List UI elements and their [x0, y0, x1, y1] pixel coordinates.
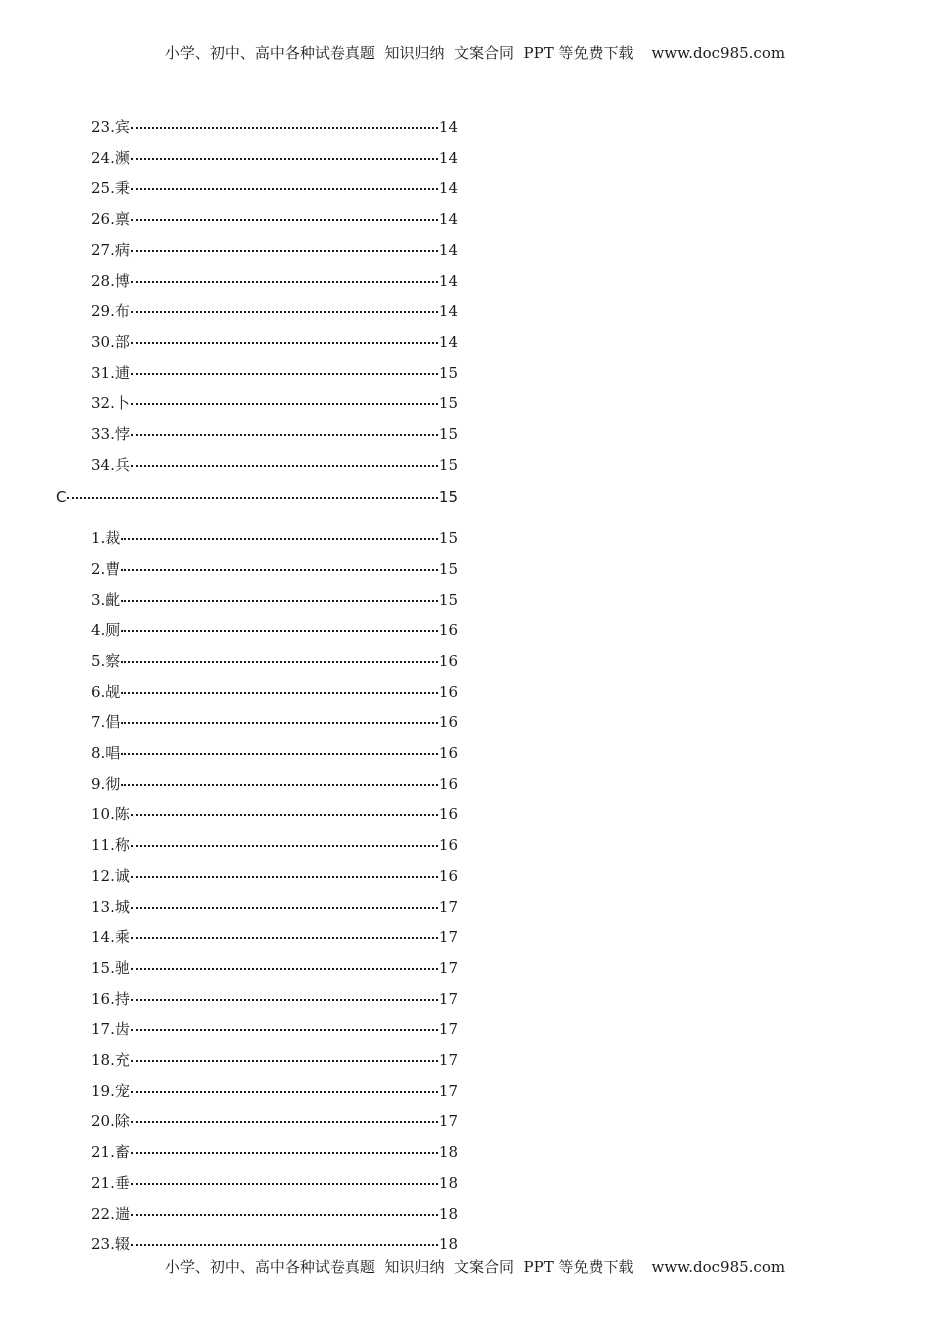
toc-dot-leader [121, 784, 438, 786]
toc-dot-leader [121, 538, 438, 540]
toc-entry-page-number: 14 [438, 118, 458, 136]
toc-entry[interactable] [91, 773, 458, 795]
toc-entry[interactable] [91, 1049, 458, 1071]
toc-entry-label: 32.卜 [91, 394, 130, 413]
toc-entry[interactable] [91, 681, 458, 703]
toc-dot-leader [131, 1152, 438, 1154]
toc-dot-leader [131, 876, 438, 878]
toc-entry-page-number: 17 [438, 1112, 458, 1131]
toc-dot-leader [131, 999, 438, 1001]
toc-entry-label: 4.厕 [91, 621, 121, 640]
toc-entry[interactable] [91, 711, 458, 733]
toc-dot-leader [131, 219, 438, 221]
toc-dot-leader [131, 434, 438, 436]
toc-dot-leader [131, 1029, 438, 1031]
toc-entry-page-number: 17 [438, 1020, 458, 1039]
toc-dot-leader [131, 1244, 438, 1246]
toc-entry-page-number: 17 [438, 1081, 458, 1100]
toc-entry-label: 27.病 [91, 240, 130, 259]
toc-entry[interactable] [91, 803, 458, 825]
toc-entry-label: 23.宾 [91, 118, 130, 136]
toc-dot-leader [121, 569, 438, 571]
toc-entry[interactable] [91, 1110, 458, 1132]
toc-entry-page-number: 17 [438, 989, 458, 1008]
toc-entry-label: 26.禀 [91, 210, 130, 229]
toc-entry[interactable] [91, 392, 458, 414]
toc-entry-page-number: 18 [438, 1143, 458, 1162]
toc-entry-label: 9.彻 [91, 774, 121, 793]
toc-entry-page-number: 16 [438, 744, 458, 762]
toc-entry-label: 2.曹 [91, 559, 121, 578]
toc-entry-page-number: 15 [438, 488, 458, 507]
toc-dot-leader [131, 1060, 438, 1062]
toc-entry-label: 29.布 [91, 302, 130, 321]
toc-dot-leader [131, 158, 438, 160]
toc-entry-page-number: 15 [438, 394, 458, 413]
toc-entry-label: 18.充 [91, 1051, 130, 1069]
toc-dot-leader [131, 403, 438, 405]
toc-entry[interactable] [91, 331, 458, 353]
toc-entry-label: 3.齔 [91, 590, 121, 609]
toc-entry[interactable] [91, 957, 458, 979]
toc-entry[interactable] [91, 1172, 458, 1194]
toc-entry[interactable] [91, 865, 458, 887]
toc-entry-page-number: 17 [438, 897, 458, 916]
toc-entry-label: C [56, 488, 67, 507]
toc-entry-label: 21.垂 [91, 1173, 130, 1192]
toc-entry-page-number: 16 [438, 621, 458, 640]
toc-entry-page-number: 14 [438, 271, 458, 290]
toc-entry-page-number: 14 [438, 179, 458, 198]
toc-entry-label: 23.辍 [91, 1235, 130, 1254]
toc-dot-leader [131, 1214, 438, 1216]
toc-entry[interactable] [91, 454, 458, 476]
toc-entry-page-number: 15 [438, 590, 458, 609]
toc-entry[interactable] [91, 988, 458, 1010]
toc-entry[interactable] [91, 362, 458, 384]
toc-entry[interactable] [91, 300, 458, 322]
toc-entry-label: 11.称 [91, 836, 130, 855]
toc-entry[interactable] [91, 896, 458, 918]
toc-dot-leader [131, 342, 438, 344]
toc-dot-leader [131, 250, 438, 252]
toc-dot-leader [131, 1183, 438, 1185]
header-url[interactable]: www.doc985.com [651, 44, 786, 62]
toc-dot-leader [121, 600, 438, 602]
toc-entry-page-number: 18 [438, 1173, 458, 1192]
toc-dot-leader [131, 311, 438, 313]
toc-dot-leader [131, 907, 438, 909]
toc-entry-page-number: 16 [438, 713, 458, 732]
toc-entry-page-number: 16 [438, 805, 458, 824]
toc-entry-label: 34.兵 [91, 455, 130, 474]
toc-entry[interactable] [91, 926, 458, 948]
toc-entry-label: 1.裁 [91, 529, 121, 548]
toc-entry-label: 10.陈 [91, 805, 130, 824]
toc-entry-page-number: 18 [438, 1204, 458, 1223]
toc-entry-label: 5.察 [91, 651, 121, 670]
toc-entry-page-number: 15 [438, 363, 458, 382]
toc-entry-page-number: 14 [438, 332, 458, 351]
toc-dot-leader [131, 373, 438, 375]
toc-entry-page-number: 17 [438, 1051, 458, 1069]
toc-entry-page-number: 16 [438, 774, 458, 793]
toc-entry-label: 30.部 [91, 332, 130, 351]
toc-entry[interactable] [91, 208, 458, 230]
toc-entry[interactable] [91, 1080, 458, 1102]
toc-entry-label: 28.博 [91, 271, 130, 290]
toc-dot-leader [131, 188, 438, 190]
toc-dot-leader [131, 845, 438, 847]
toc-entry-label: 24.濒 [91, 148, 130, 167]
toc-entry[interactable] [91, 1233, 458, 1255]
toc-entry[interactable] [91, 1018, 458, 1040]
toc-entry[interactable] [91, 147, 458, 169]
toc-entry-page-number: 17 [438, 958, 458, 977]
toc-entry-label: 19.宠 [91, 1081, 130, 1100]
footer-text: 小学、初中、高中各种试卷真题 知识归纳 文案合同 PPT 等免费下载 [164, 1258, 634, 1276]
toc-entry[interactable] [91, 1141, 458, 1163]
header-text: 小学、初中、高中各种试卷真题 知识归纳 文案合同 PPT 等免费下载 [164, 44, 634, 62]
toc-dot-leader [131, 1121, 438, 1123]
toc-entry-label: 25.秉 [91, 179, 130, 198]
toc-entry-page-number: 15 [438, 455, 458, 474]
toc-dot-leader [121, 722, 438, 724]
toc-entry-page-number: 14 [438, 148, 458, 167]
toc-entry-label: 15.驰 [91, 958, 130, 977]
toc-entry[interactable] [91, 742, 458, 764]
toc-dot-leader [67, 497, 437, 499]
toc-section-heading[interactable] [56, 486, 458, 508]
toc-dot-leader [121, 661, 438, 663]
toc-entry-label: 21.畜 [91, 1143, 130, 1162]
toc-entry[interactable] [91, 558, 458, 580]
toc-entry-page-number: 15 [438, 425, 458, 443]
toc-entry-label: 8.唱 [91, 744, 121, 762]
toc-entry[interactable] [91, 1203, 458, 1225]
toc-entry-label: 31.逋 [91, 363, 130, 382]
toc-entry-label: 17.齿 [91, 1020, 130, 1039]
toc-dot-leader [121, 753, 438, 755]
footer-url[interactable]: www.doc985.com [651, 1258, 786, 1276]
toc-entry-page-number: 15 [438, 559, 458, 578]
toc-entry[interactable] [91, 116, 458, 138]
toc-entry-page-number: 17 [438, 928, 458, 947]
page-header [0, 42, 950, 63]
toc-entry-page-number: 18 [438, 1235, 458, 1254]
toc-entry-label: 33.悖 [91, 425, 130, 443]
toc-entry-label: 14.乘 [91, 928, 130, 947]
toc-entry-page-number: 14 [438, 240, 458, 259]
toc-entry-page-number: 16 [438, 866, 458, 885]
toc-dot-leader [131, 937, 438, 939]
toc-entry-page-number: 14 [438, 210, 458, 229]
toc-dot-leader [121, 630, 438, 632]
toc-entry-label: 22.遄 [91, 1204, 130, 1223]
toc-entry[interactable] [91, 589, 458, 611]
toc-dot-leader [131, 127, 438, 129]
toc-entry-page-number: 16 [438, 682, 458, 701]
toc-entry-page-number: 14 [438, 302, 458, 321]
toc-entry[interactable] [91, 619, 458, 641]
toc-dot-leader [131, 814, 438, 816]
toc-entry-page-number: 16 [438, 651, 458, 670]
toc-entry-label: 16.持 [91, 989, 130, 1008]
toc-dot-leader [131, 281, 438, 283]
toc-entry[interactable] [91, 239, 458, 261]
toc-entry[interactable] [91, 527, 458, 549]
toc-entry[interactable] [91, 270, 458, 292]
toc-dot-leader [131, 465, 438, 467]
toc-entry[interactable] [91, 650, 458, 672]
toc-entry[interactable] [91, 834, 458, 856]
toc-entry-label: 13.城 [91, 897, 130, 916]
toc-entry-page-number: 15 [438, 529, 458, 548]
toc-dot-leader [131, 968, 438, 970]
toc-entry-page-number: 16 [438, 836, 458, 855]
toc-dot-leader [131, 1091, 438, 1093]
toc-entry[interactable] [91, 423, 458, 445]
toc-dot-leader [121, 692, 438, 694]
page-footer [0, 1256, 950, 1277]
toc-entry[interactable] [91, 177, 458, 199]
toc-entry-label: 12.诚 [91, 866, 130, 885]
toc-entry-label: 7.倡 [91, 713, 121, 732]
toc-entry-label: 20.除 [91, 1112, 130, 1131]
toc-entry-label: 6.觇 [91, 682, 121, 701]
